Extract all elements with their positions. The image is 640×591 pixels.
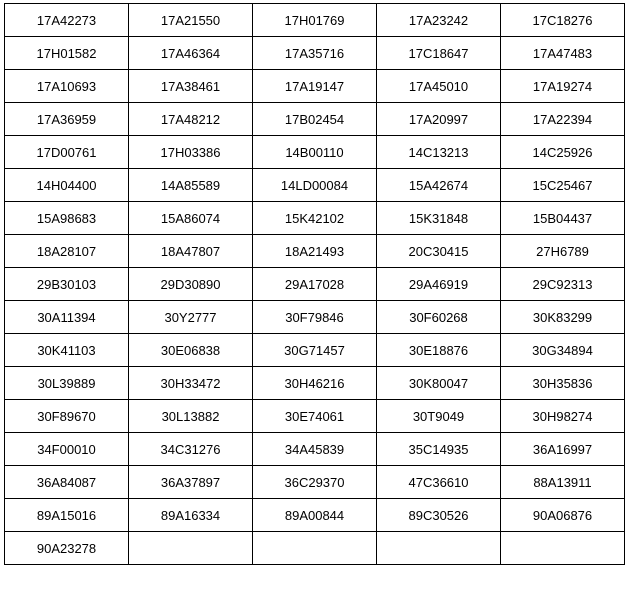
- table-cell: 30E06838: [129, 334, 253, 367]
- table-cell: 29A17028: [253, 268, 377, 301]
- table-cell: 15A98683: [5, 202, 129, 235]
- table-cell: 88A13911: [501, 466, 625, 499]
- table-cell: 18A28107: [5, 235, 129, 268]
- table-cell: 89A15016: [5, 499, 129, 532]
- table-cell: 17A48212: [129, 103, 253, 136]
- table-row: [5, 136, 625, 169]
- table-cell: 17C18276: [501, 4, 625, 37]
- table-cell: 30L39889: [5, 367, 129, 400]
- table-cell: 30G71457: [253, 334, 377, 367]
- table-cell: 17A22394: [501, 103, 625, 136]
- table-cell: [253, 532, 377, 565]
- table-row: [5, 400, 625, 433]
- table-cell: 17A47483: [501, 37, 625, 70]
- table-cell: 30K80047: [377, 367, 501, 400]
- table-cell: 17H03386: [129, 136, 253, 169]
- table-cell: 30F79846: [253, 301, 377, 334]
- table-cell: 17A46364: [129, 37, 253, 70]
- table-row: [5, 499, 625, 532]
- table-cell: 30T9049: [377, 400, 501, 433]
- table-cell: 17A42273: [5, 4, 129, 37]
- table-cell: 90A06876: [501, 499, 625, 532]
- table-cell: 89A00844: [253, 499, 377, 532]
- table-cell: 29A46919: [377, 268, 501, 301]
- table-cell: 30G34894: [501, 334, 625, 367]
- table-cell: 34C31276: [129, 433, 253, 466]
- table-row: [5, 268, 625, 301]
- table-row: [5, 466, 625, 499]
- table-cell: 36A37897: [129, 466, 253, 499]
- table-cell: 17A20997: [377, 103, 501, 136]
- table-cell: 30H46216: [253, 367, 377, 400]
- table-cell: 15A42674: [377, 169, 501, 202]
- table-cell: 17A36959: [5, 103, 129, 136]
- table-cell: 47C36610: [377, 466, 501, 499]
- table-cell: 17H01769: [253, 4, 377, 37]
- table-cell: 29B30103: [5, 268, 129, 301]
- table-cell: 18A47807: [129, 235, 253, 268]
- table-cell: 17A10693: [5, 70, 129, 103]
- table-cell: 15K42102: [253, 202, 377, 235]
- table-cell: 36A84087: [5, 466, 129, 499]
- table-cell: 17A23242: [377, 4, 501, 37]
- table-cell: 14A85589: [129, 169, 253, 202]
- table-cell: 15C25467: [501, 169, 625, 202]
- table-cell: 35C14935: [377, 433, 501, 466]
- table-row: [5, 4, 625, 37]
- table-cell: 30L13882: [129, 400, 253, 433]
- table-cell: 17A45010: [377, 70, 501, 103]
- table-cell: 30E18876: [377, 334, 501, 367]
- table-body: [5, 4, 625, 565]
- table-cell: 15B04437: [501, 202, 625, 235]
- table-cell: 15K31848: [377, 202, 501, 235]
- table-cell: 15A86074: [129, 202, 253, 235]
- table-cell: 34F00010: [5, 433, 129, 466]
- table-cell: 17A38461: [129, 70, 253, 103]
- table-cell: [129, 532, 253, 565]
- table-cell: 17D00761: [5, 136, 129, 169]
- table-cell: 20C30415: [377, 235, 501, 268]
- table-cell: 30Y2777: [129, 301, 253, 334]
- table-cell: 89C30526: [377, 499, 501, 532]
- table-cell: 14C13213: [377, 136, 501, 169]
- table-cell: 34A45839: [253, 433, 377, 466]
- table-row: [5, 433, 625, 466]
- table-cell: 17C18647: [377, 37, 501, 70]
- table-row: [5, 235, 625, 268]
- table-cell: 29D30890: [129, 268, 253, 301]
- table-cell: 30F60268: [377, 301, 501, 334]
- table-cell: 14C25926: [501, 136, 625, 169]
- table-cell: 29C92313: [501, 268, 625, 301]
- table-cell: 30A11394: [5, 301, 129, 334]
- table-cell: 36A16997: [501, 433, 625, 466]
- table-cell: 17A35716: [253, 37, 377, 70]
- table-cell: 30K83299: [501, 301, 625, 334]
- table-row: [5, 70, 625, 103]
- table-row: [5, 301, 625, 334]
- table-cell: 27H6789: [501, 235, 625, 268]
- table-cell: 30K41103: [5, 334, 129, 367]
- table-cell: 30E74061: [253, 400, 377, 433]
- table-cell: 30H33472: [129, 367, 253, 400]
- table-row: [5, 103, 625, 136]
- table-row: [5, 37, 625, 70]
- table-cell: 17A19147: [253, 70, 377, 103]
- table-row: [5, 532, 625, 565]
- table-cell: 17H01582: [5, 37, 129, 70]
- table-row: [5, 367, 625, 400]
- table-cell: 14H04400: [5, 169, 129, 202]
- table-cell: 30H98274: [501, 400, 625, 433]
- plate-number-table: [4, 3, 625, 565]
- table-cell: [501, 532, 625, 565]
- table-cell: 30H35836: [501, 367, 625, 400]
- table-cell: 17B02454: [253, 103, 377, 136]
- table-cell: 17A19274: [501, 70, 625, 103]
- table-cell: 18A21493: [253, 235, 377, 268]
- table-cell: 30F89670: [5, 400, 129, 433]
- table-cell: 14B00110: [253, 136, 377, 169]
- table-cell: 36C29370: [253, 466, 377, 499]
- table-row: [5, 169, 625, 202]
- table-cell: 17A21550: [129, 4, 253, 37]
- table-cell: 14LD00084: [253, 169, 377, 202]
- table-row: [5, 334, 625, 367]
- table-cell: [377, 532, 501, 565]
- table-row: [5, 202, 625, 235]
- table-cell: 90A23278: [5, 532, 129, 565]
- table-cell: 89A16334: [129, 499, 253, 532]
